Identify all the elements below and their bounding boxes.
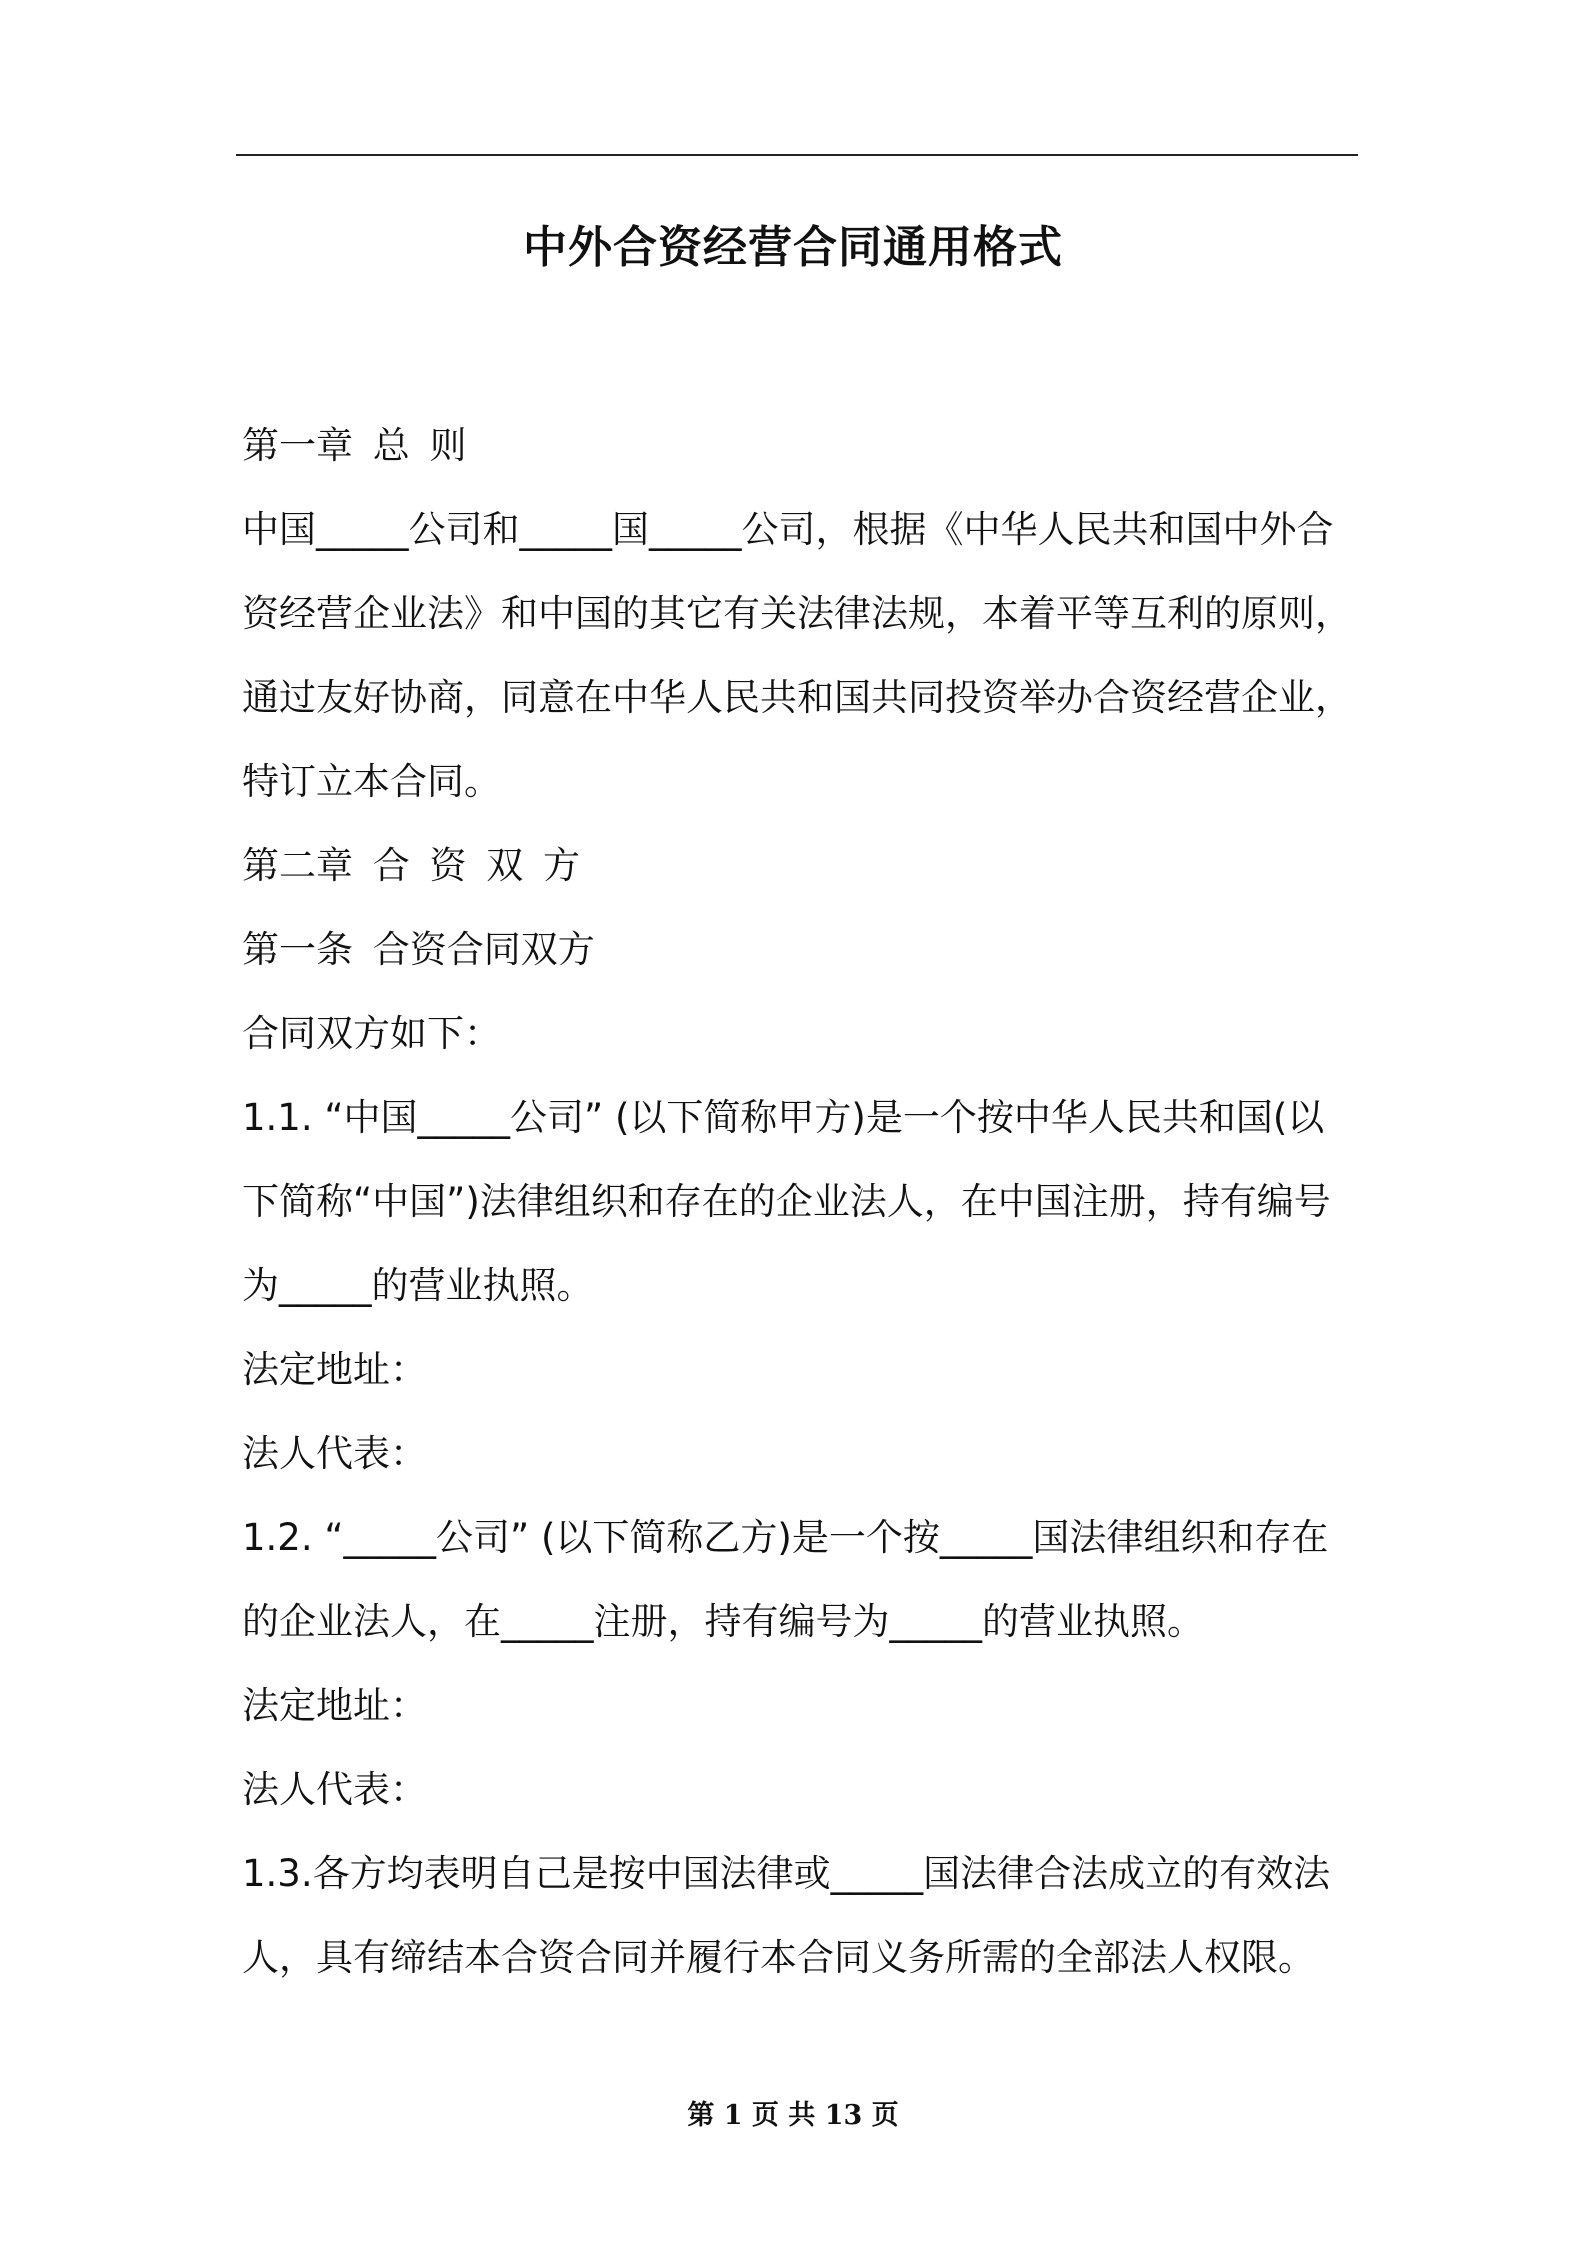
clause-1-2: 1.2. “_____公司” (以下简称乙方)是一个按_____国法律组织和存在的企业法人，在_____注册，持有编号为_____的营业执照。 (242, 1516, 1329, 1643)
page-number: 第 1 页 共 13 页 (687, 2100, 899, 2131)
header-rule (236, 154, 1358, 156)
party-b-address-label: 法定地址： (242, 1684, 427, 1727)
preamble-paragraph: 中国_____公司和_____国_____公司，根据《中华人民共和国中外合资经营企业法》和中国的其它有关法律法规，本着平等互利的原则，通过友好协商，同意在中华人民共和国共同投资举办合资经营企业，特订立本合同。 (242, 508, 1352, 803)
party-a-address-label: 法定地址： (242, 1348, 427, 1391)
party-a-representative-label: 法人代表： (242, 1432, 427, 1475)
document-title: 中外合资经营合同通用格式 (523, 222, 1063, 273)
clause-1-3: 1.3.各方均表明自己是按中国法律或_____国法律合法成立的有效法人，具有缔结本合资合同并履行本合同义务所需的全部法人权限。 (242, 1852, 1331, 1979)
chapter-1-heading: 第一章 总 则 (242, 424, 467, 467)
clause-1-1: 1.1. “中国_____公司” (以下简称甲方)是一个按中华人民共和国(以下简称“中国”)法律组织和存在的企业法人，在中国注册，持有编号为_____的营业执照。 (242, 1096, 1331, 1307)
parties-intro: 合同双方如下： (242, 1012, 501, 1055)
document-body (242, 404, 1356, 2000)
party-b-representative-label: 法人代表： (242, 1768, 427, 1811)
chapter-2-heading: 第二章 合 资 双 方 (242, 844, 581, 887)
article-1-heading: 第一条 合资合同双方 (242, 928, 595, 971)
